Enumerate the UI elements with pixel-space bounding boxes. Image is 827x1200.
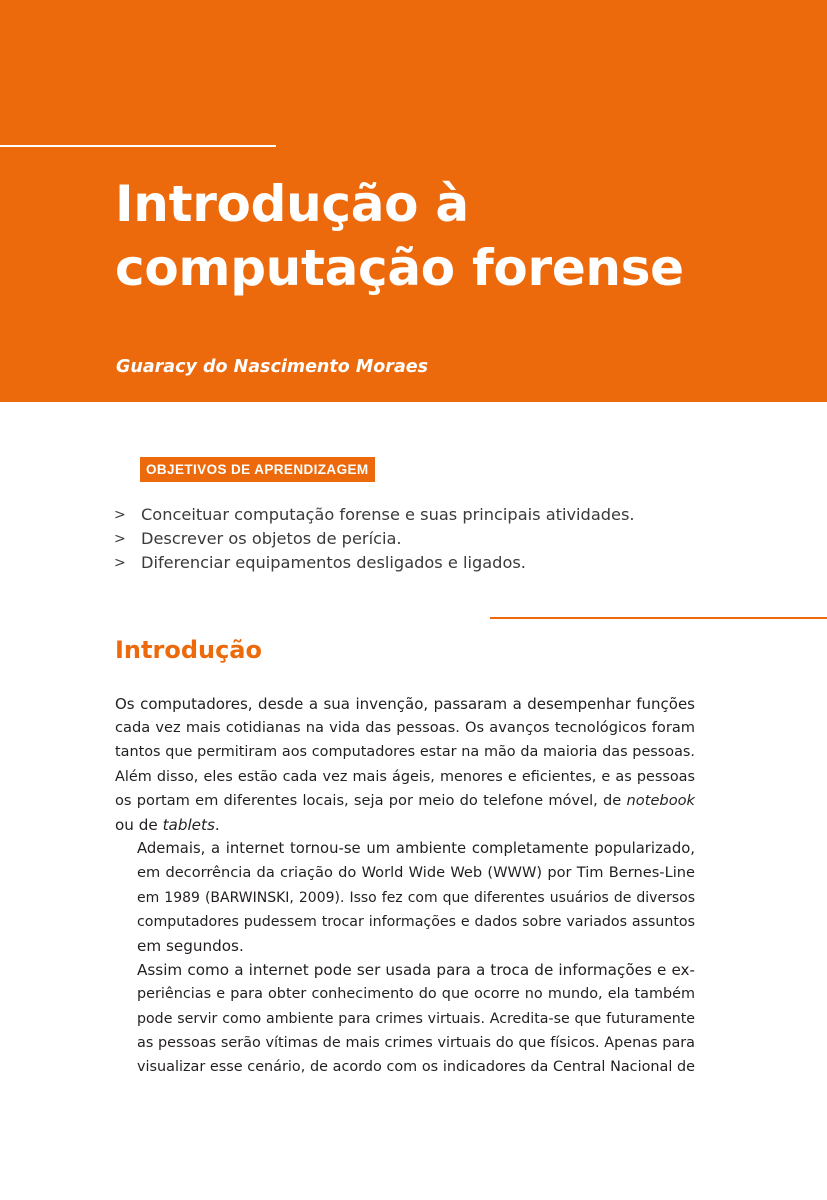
text-run-italic: notebook — [626, 791, 695, 809]
objective-item — [114, 503, 714, 527]
objective-item — [114, 527, 714, 551]
text-line — [115, 813, 695, 837]
paragraph-1 — [115, 692, 695, 837]
body-text — [115, 692, 695, 1079]
paragraph-3 — [115, 958, 695, 1079]
text-run-italic: tablets — [162, 816, 215, 835]
text-line: Os computadores, desde a sua invenção, passaram a desempenhar funções — [115, 695, 695, 713]
chevron-right-icon: > — [114, 555, 126, 571]
objectives-list — [114, 503, 714, 575]
chapter-title — [115, 172, 805, 300]
text-line: visualizar esse cenário, de acordo com os indicadores da Central Nacional de — [137, 1059, 695, 1076]
header-divider — [0, 145, 276, 147]
section-divider — [490, 617, 827, 619]
chapter-title-line-2: computação forense — [115, 239, 684, 297]
objective-text: Descrever os objetos de perícia. — [141, 529, 402, 548]
text-line: Ademais, a internet tornou-se um ambiente completamente popularizado, — [137, 840, 695, 858]
objective-text: Diferenciar equipamentos desligados e ligados. — [141, 553, 526, 572]
text-line: em 1989 (BARWINSKI, 2009). Isso fez com que diferentes usuários de diversos — [137, 889, 695, 906]
objectives-badge: OBJETIVOS DE APRENDIZAGEM — [140, 457, 375, 482]
text-line: as pessoas serão vítimas de mais crimes virtuais do que físicos. Apenas para — [137, 1034, 695, 1051]
objective-item — [114, 551, 714, 575]
chevron-right-icon: > — [114, 507, 126, 523]
text-line: pode servir como ambiente para crimes virtuais. Acredita-se que futuramente — [137, 1010, 695, 1027]
text-line: computadores pudessem trocar informações e dados sobre variados assuntos — [137, 913, 695, 930]
text-line: periências e para obter conhecimento do que ocorre no mundo, ela também — [137, 986, 695, 1003]
text-line: tantos que permitiram aos computadores estar na mão da maioria das pessoas. — [115, 744, 695, 761]
text-line: em segundos. — [137, 937, 244, 956]
chapter-author: Guaracy do Nascimento Moraes — [116, 357, 429, 377]
chapter-title-line-1: Introdução à — [115, 175, 469, 233]
text-line: Além disso, eles estão cada vez mais ágeis, menores e eficientes, e as pessoas — [115, 768, 695, 785]
paragraph-2 — [115, 837, 695, 958]
chevron-right-icon: > — [114, 531, 126, 547]
text-line: em decorrência da criação do World Wide Web (WWW) por Tim Bernes-Line — [137, 864, 695, 882]
objective-text: Conceituar computação forense e suas principais atividades. — [141, 505, 635, 524]
text-line: cada vez mais cotidianas na vida das pessoas. Os avanços tecnológicos foram — [115, 719, 695, 737]
section-title: Introdução — [115, 636, 262, 664]
text-run: . — [214, 816, 220, 835]
text-line: Assim como a internet pode ser usada para a troca de informações e ex- — [137, 961, 695, 980]
text-line — [115, 789, 695, 813]
chapter-header — [0, 0, 827, 402]
text-run: ou de — [115, 816, 163, 835]
text-run: os portam em diferentes locais, seja por meio do telefone móvel, de — [115, 791, 627, 809]
